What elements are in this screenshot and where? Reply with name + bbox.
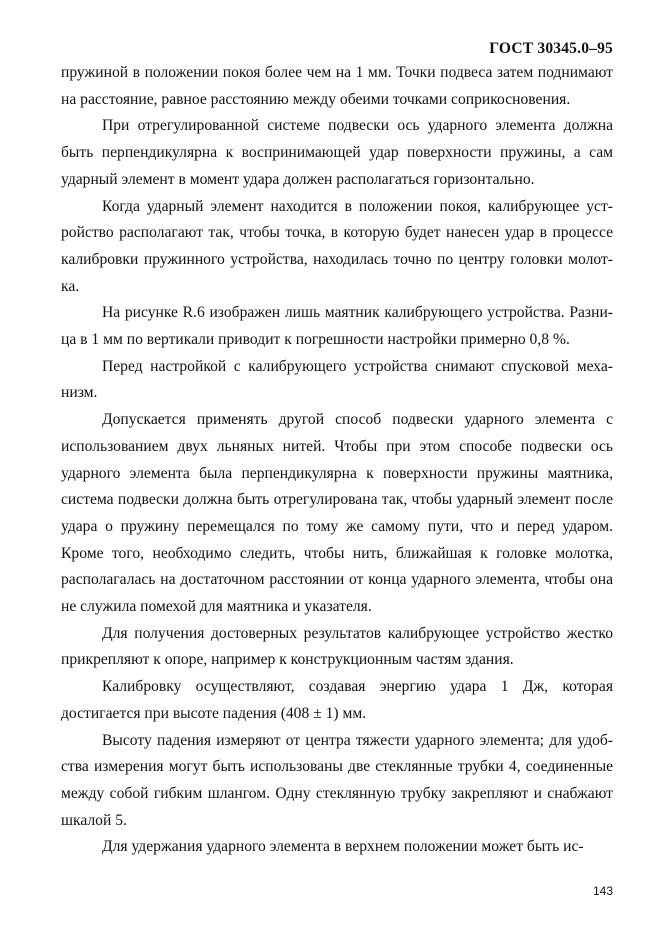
paragraph: Когда ударный элемент находится в положении покоя, калибрующее устройство располагают так, чтобы точка, в которую будет нанесен удар в процессе калибровки пружинного устройства, находилась точно по центру головки молотка.	[61, 197, 613, 295]
paragraph: Высоту падения измеряют от центра тяжести ударного элемента; для удобства измерения могут быть использованы две стеклянные трубки 4, соединенные между собой гибким шлангом. Одну стеклянную трубку закрепляют и снабжают шкалой 5.	[61, 731, 613, 829]
document-header: ГОСТ 30345.0–95	[489, 40, 613, 57]
document-body	[61, 60, 613, 861]
paragraph: Для удержания ударного элемента в верхнем положении может быть ис-	[102, 838, 584, 856]
paragraph: Для получения достоверных результатов калибрующее устройство жестко прикрепляют к опоре, например к конструкционным частям здания.	[61, 624, 613, 669]
page-number: 143	[592, 884, 613, 898]
paragraph: Допускается применять другой способ подвески ударного элемента с использованием двух льняных нитей. Чтобы при этом способе подвески ось ударного элемента была перпендикулярна к поверхности пружины маятника, система подвески должна быть отрегулирована так, чтобы ударный элемент после удара о пружину перемещался по тому же самому пути, что и перед ударом. Кроме того, необходимо следить, чтобы нить, ближайшая к головке молотка, располагалась на достаточном расстоянии от конца ударного элемента, чтобы она не служила помехой для маятника и указателя.	[61, 411, 613, 616]
paragraph: Перед настройкой с калибрующего устройства снимают спусковой механизм.	[61, 357, 613, 402]
paragraph: При отрегулированной системе подвески ось ударного элемента должна быть перпендикулярна к воспринимающей удар поверхности пружины, а сам ударный элемент в момент удара должен располагаться горизонтально.	[61, 117, 613, 188]
paragraph-continuation: пружиной в положении покоя более чем на 1 мм. Точки подвеса затем поднимают на расстояние, равное расстоянию между обеими точками соприкосновения.	[61, 64, 613, 108]
paragraph: На рисунке R.6 изображен лишь маятник калибрующего устройства. Разница в 1 мм по вертикали приводит к погрешности настройки примерно 0,8 %.	[61, 304, 613, 349]
paragraph: Калибровку осуществляют, создавая энергию удара 1 Дж, которая достигается при высоте падения (408 ± 1) мм.	[61, 678, 613, 722]
